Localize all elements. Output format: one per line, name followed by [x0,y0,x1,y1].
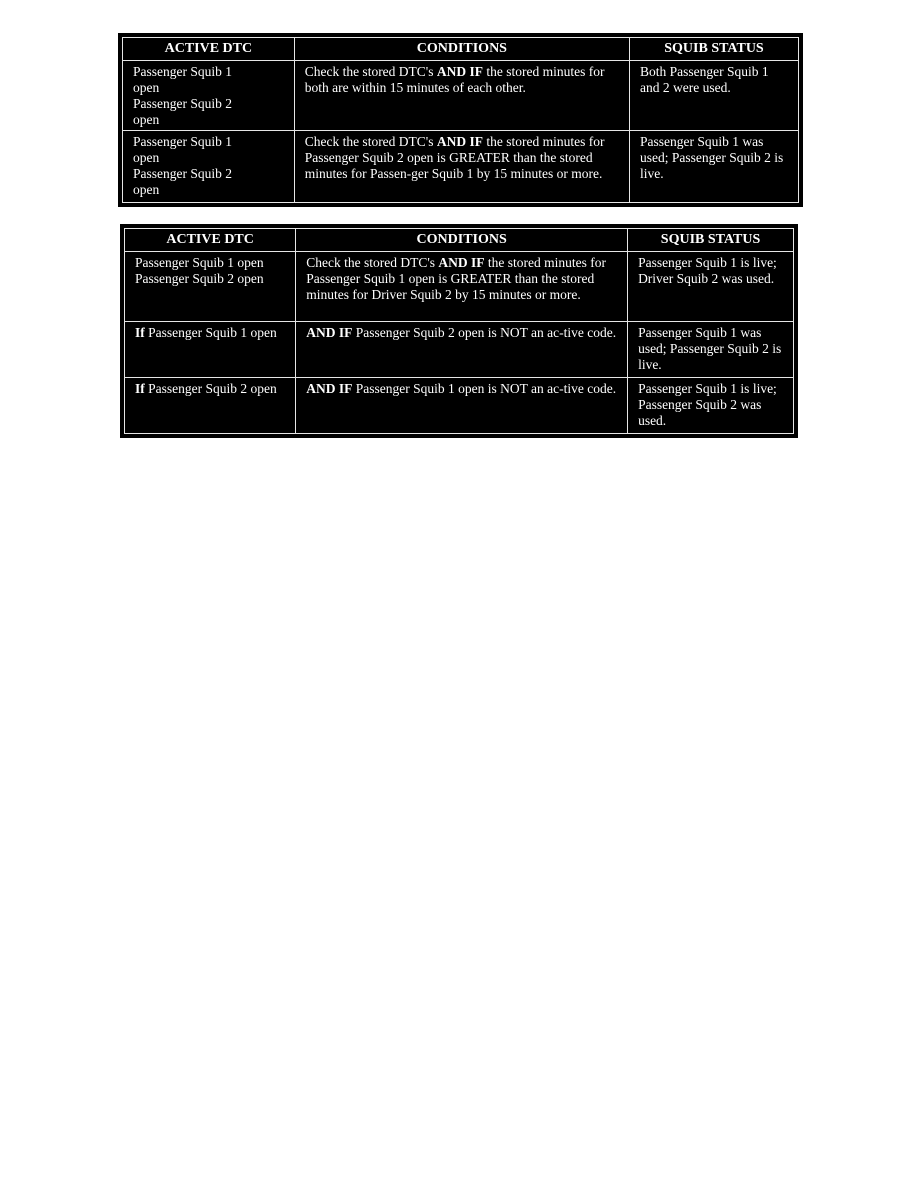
table-row [123,61,799,131]
dtc-text: Passenger Squib 2 open [144,381,277,396]
dtc-line: Passenger Squib 2 [133,96,232,111]
header-active-dtc: ACTIVE DTC [123,38,295,61]
table-header-row [125,229,794,252]
condition-text: the stored minutes for Passenger Squib 1 open is GREATER than the stored minutes for Driver Squib 2 by 15 minutes or more. [306,255,607,302]
conditions-cell [296,378,628,434]
header-conditions: CONDITIONS [294,38,629,61]
header-squib-status: SQUIB STATUS [628,229,794,252]
table-row [123,131,799,203]
dtc-text: Passenger Squib 1 open [144,325,277,340]
dtc-line: open [133,80,160,95]
dtc-prefix: If [135,325,145,340]
condition-keyword: AND IF [306,325,353,340]
active-dtc-cell [125,378,296,434]
condition-text: Passenger Squib 2 open is NOT an ac-tive code. [352,325,617,340]
squib-status-cell: Both Passenger Squib 1 and 2 were used. [629,61,798,131]
active-dtc-cell [123,61,295,131]
dtc-table-2 [124,228,794,434]
dtc-table-1-panel [118,33,803,207]
condition-text: the stored minutes for Passenger Squib 2 open is GREATER than the stored minutes for Passen-ger Squib 1 by 15 minutes or more. [304,134,605,181]
active-dtc-cell [123,131,295,203]
table-row [125,252,794,322]
squib-status-cell: Passenger Squib 1 is live; Passenger Squib 2 was used. [628,378,794,434]
dtc-line: open [133,112,160,127]
conditions-cell [296,322,628,378]
dtc-table-2-panel [120,224,798,438]
table-header-row [123,38,799,61]
active-dtc-cell [125,252,296,322]
header-conditions: CONDITIONS [296,229,628,252]
dtc-line: Passenger Squib 2 [133,166,232,181]
condition-keyword: AND IF [436,134,483,149]
conditions-cell [294,61,629,131]
dtc-table-1 [122,37,799,203]
header-active-dtc: ACTIVE DTC [125,229,296,252]
dtc-line: Passenger Squib 1 [133,64,232,79]
dtc-line: open [133,150,160,165]
squib-status-cell: Passenger Squib 1 is live; Driver Squib 2 was used. [628,252,794,322]
active-dtc-cell [125,322,296,378]
condition-text: Check the stored DTC's [306,255,439,270]
dtc-line: open [133,182,160,197]
squib-status-cell: Passenger Squib 1 was used; Passenger Squib 2 is live. [628,322,794,378]
condition-keyword: AND IF [436,64,483,79]
header-squib-status: SQUIB STATUS [629,38,798,61]
squib-status-cell: Passenger Squib 1 was used; Passenger Squib 2 is live. [629,131,798,203]
dtc-text: Passenger Squib 1 open Passenger Squib 2 open [135,255,264,286]
condition-text: Check the stored DTC's [304,64,437,79]
dtc-prefix: If [135,381,145,396]
condition-text: the stored minutes for both are within 15 minutes of each other. [304,64,605,95]
dtc-line: Passenger Squib 1 [133,134,232,149]
condition-text: Check the stored DTC's [304,134,437,149]
condition-text: Passenger Squib 1 open is NOT an ac-tive code. [352,381,617,396]
table-row [125,378,794,434]
condition-keyword: AND IF [306,381,353,396]
condition-keyword: AND IF [438,255,485,270]
conditions-cell [296,252,628,322]
table-row [125,322,794,378]
conditions-cell [294,131,629,203]
